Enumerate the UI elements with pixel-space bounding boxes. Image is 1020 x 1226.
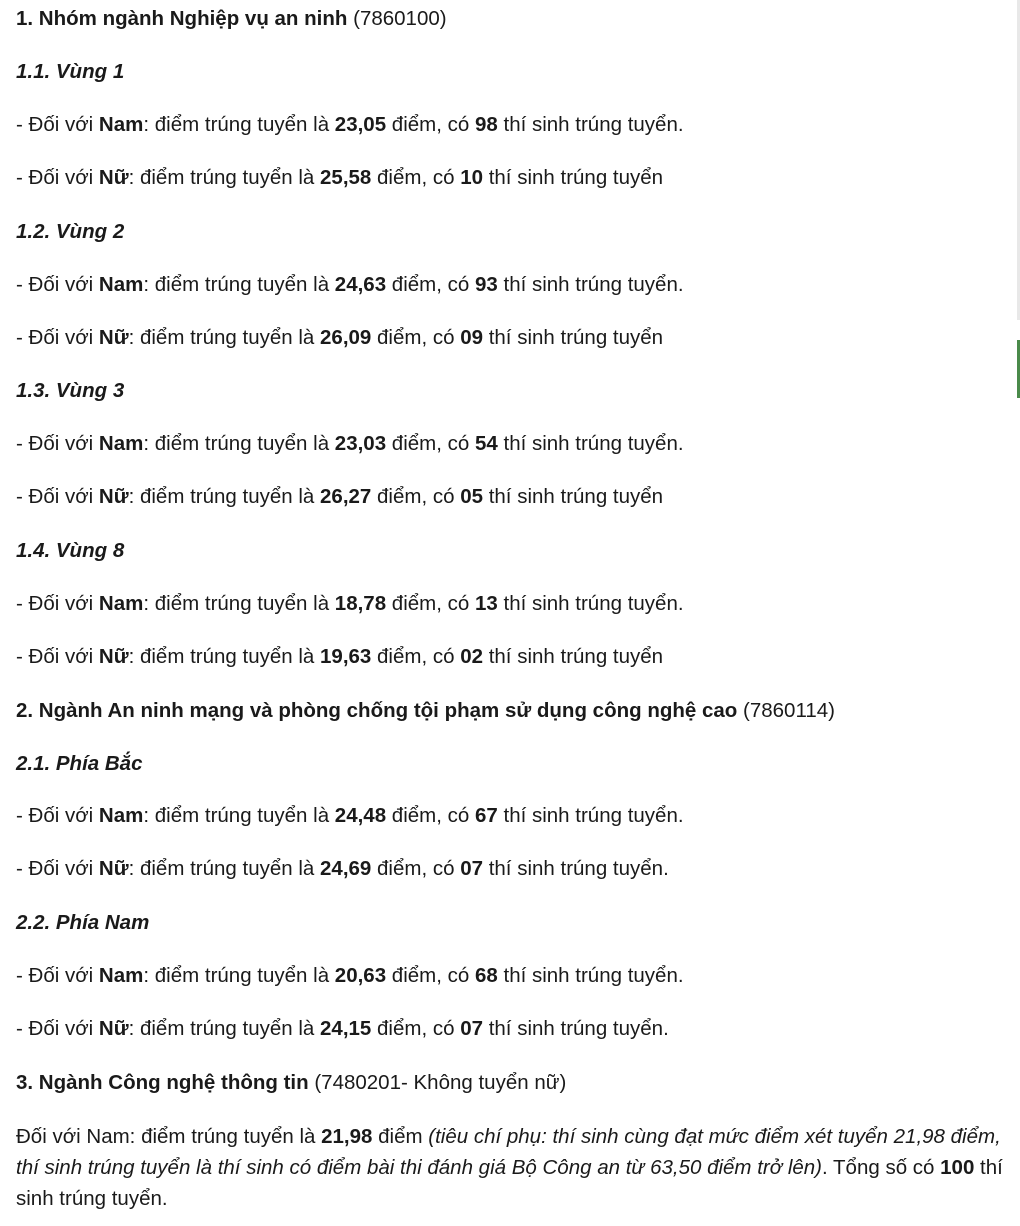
subsection-title-1-4: 1.4. Vùng 8: [16, 539, 125, 562]
score-row: - Đối với Nữ: điểm trúng tuyển là 25,58 điểm, có 10 thí sinh trúng tuyển: [16, 166, 664, 189]
score-row: - Đối với Nam: điểm trúng tuyển là 24,48 điểm, có 67 thí sinh trúng tuyển.: [16, 804, 684, 827]
score-row: - Đối với Nam: điểm trúng tuyển là 18,78 điểm, có 13 thí sinh trúng tuyển.: [16, 592, 684, 615]
section-heading-2: 2. Ngành An ninh mạng và phòng chống tội phạm sử dụng công nghệ cao (7860114): [16, 699, 835, 722]
score-row: - Đối với Nam: điểm trúng tuyển là 23,05 điểm, có 98 thí sinh trúng tuyển.: [16, 113, 684, 136]
section-heading-3: 3. Ngành Công nghệ thông tin (7480201- Không tuyển nữ): [16, 1071, 567, 1094]
score-row: - Đối với Nam: điểm trúng tuyển là 24,63 điểm, có 93 thí sinh trúng tuyển.: [16, 273, 684, 296]
section-heading-1: 1. Nhóm ngành Nghiệp vụ an ninh (7860100): [16, 7, 447, 30]
closing-paragraph: Đối với Nam: điểm trúng tuyển là 21,98 điểm (tiêu chí phụ: thí sinh cùng đạt mức điểm xét tuyển 21,98 điểm, thí sinh trúng tuyển là thí sinh có điểm bài thi đánh giá Bộ Công an từ 63,50 điểm trở lên). Tổng số có 100 thí sinh trúng tuyển.: [16, 1125, 1003, 1210]
score-row: - Đối với Nam: điểm trúng tuyển là 23,03 điểm, có 54 thí sinh trúng tuyển.: [16, 432, 684, 455]
subsection-title-1-1: 1.1. Vùng 1: [16, 60, 125, 83]
score-row: - Đối với Nữ: điểm trúng tuyển là 24,69 điểm, có 07 thí sinh trúng tuyển.: [16, 857, 669, 880]
subsection-title-1-3: 1.3. Vùng 3: [16, 379, 125, 402]
subsection-title-1-2: 1.2. Vùng 2: [16, 220, 125, 243]
subsection-title-2-2: 2.2. Phía Nam: [16, 911, 150, 934]
score-row: - Đối với Nữ: điểm trúng tuyển là 26,27 điểm, có 05 thí sinh trúng tuyển: [16, 485, 664, 508]
score-row: - Đối với Nữ: điểm trúng tuyển là 24,15 điểm, có 07 thí sinh trúng tuyển.: [16, 1017, 669, 1040]
score-row: - Đối với Nữ: điểm trúng tuyển là 19,63 điểm, có 02 thí sinh trúng tuyển: [16, 645, 664, 668]
subsection-title-2-1: 2.1. Phía Bắc: [16, 752, 143, 775]
score-row: - Đối với Nam: điểm trúng tuyển là 20,63 điểm, có 68 thí sinh trúng tuyển.: [16, 964, 684, 987]
score-row: - Đối với Nữ: điểm trúng tuyển là 26,09 điểm, có 09 thí sinh trúng tuyển: [16, 326, 664, 349]
